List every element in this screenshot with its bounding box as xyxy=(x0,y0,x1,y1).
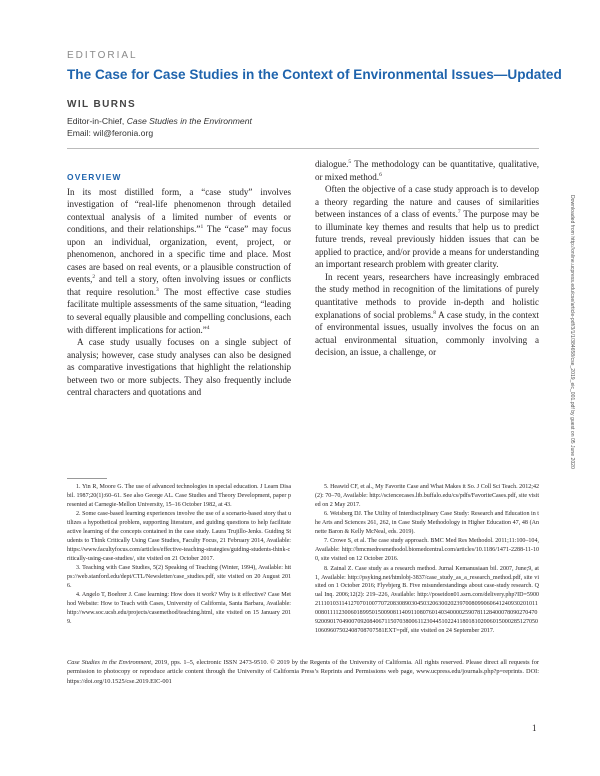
footnote-ref: 8 xyxy=(433,309,436,316)
page-number: 1 xyxy=(532,723,537,733)
footnote: 2. Some case-based learning experiences involve the use of a scenario-based story that utilizes a hypothetical problem, supporting literature, and guiding questions to help facilitate active learning of the concepts contained in the case study. Laura Trujillo-Jenks. Guiding Students to Think Critically Using Case Studies, Faculty Focus, 21 February 2014, Available: https://www.facultyfocus.com/articles/effective-teaching-strategies/guiding-students-think-critically-using-case-studies/, site visited on 21 October 2017. xyxy=(67,511,291,562)
footnote: 1. Yin R, Moore G. The use of advanced technologies in special education. J Learn Disabil. 1987;20(1):60–61. See also George AL. Case Studies and Theory Development, paper presented at Carnegie-Mellon University, 15–16 October 1982, at 43. xyxy=(67,484,291,508)
body-paragraph xyxy=(315,271,539,359)
body-column-right xyxy=(315,158,539,359)
footnote: 7. Crowe S, et al. The case study approach. BMC Med Res Methodol. 2011;11:100–104, Available: http://bmcmedresmethodol.biomedcentral.com/articles/10.1186/1471-2288-11-100, site visited on 12 October 2016. xyxy=(315,538,539,563)
body-text: and tell a story, often involving issues or conflicts that require resolution. xyxy=(67,274,291,297)
body-paragraph xyxy=(67,186,291,337)
section-heading: OVERVIEW xyxy=(67,172,122,182)
footnotes-right xyxy=(315,483,539,636)
footnote: 4. Angelo T, Boehrer J. Case learning: How does it work? Why is it effective? Case Method Website: How to Teach with Cases, University of California, Santa Barbara, Available: http://www.soc.ucsb.edu/projects/casemethod/teaching.html, site visited on 15 January 2019. xyxy=(67,592,291,626)
author-name: WIL BURNS xyxy=(67,99,137,110)
body-text: The “case” may focus upon an individual, organization, event, project, or phenomenon, anchored in a specific time and place. Most cases are based on real events, or a plausible construction of events, xyxy=(67,224,291,285)
body-column-left xyxy=(67,171,291,399)
footnote-ref: 6 xyxy=(379,171,382,178)
body-text: In its most distilled form, a “case study” involves investigation of “real-life phenomenon through detailed contextual analysis of a limited number of events or conditions, and their relationships.” xyxy=(67,186,291,235)
header-divider xyxy=(67,148,539,149)
footnote-ref: 2 xyxy=(92,274,96,281)
footnote-ref: 5 xyxy=(348,158,352,165)
footnote-ref: 3 xyxy=(156,286,159,293)
author-affiliation xyxy=(67,115,252,139)
footer-journal: Case Studies in the Environment xyxy=(67,659,152,666)
footnote-ref: 4 xyxy=(206,324,210,331)
body-text: The most effective case studies facilitate multiple assessments of the same situation, “leading to several equally plausible and compelling conclusions, each with different implications for action.” xyxy=(67,286,291,335)
footnote-ref: 7 xyxy=(457,209,461,216)
affiliation-journal: Case Studies in the Environment xyxy=(126,116,252,126)
body-text: The methodology can be quantitative, qualitative, or mixed method. xyxy=(315,159,539,182)
body-text: A case study, in the context of environmental issues, usually involves the focus on an actual environmental situation, commonly involving a decision, an issue, a challenge, or xyxy=(315,309,539,358)
footnote: 3. Teaching with Case Studies, 5(2) Speaking of Teaching (Winter, 1994), Available: https://web.stanford.edu/dept/CTL/Newsletter/case_studies.pdf, site visited on 20 August 2016. xyxy=(67,565,291,589)
article-title: The Case for Case Studies in the Context of Environmental Issues—Updated xyxy=(67,67,562,82)
download-note: Downloaded from http://online.ucpress.edu/cse/article-pdf/3/1/1/384658/cse_2019_eic_001.pdf by guest on 05 June 2020 xyxy=(569,195,575,469)
citation-footer xyxy=(67,658,539,686)
body-paragraph xyxy=(315,158,539,183)
body-text: Often the objective of a case study approach is to develop a theory regarding the nature and causes of similarities between instances of a class of events. xyxy=(315,184,539,220)
footnote: 6. Weisberg DJ. The Utility of Interdisciplinary Case Study: Research and Education in the Arts and Sciences 261, 262, in Case Study Methodology in Higher Education 47, 48 (Annette Baron & Kelly McNeal, eds. 2019). xyxy=(315,511,539,536)
affiliation-role: Editor-in-Chief, xyxy=(67,116,127,126)
footer-text: , 2019, pps. 1–5, electronic ISSN 2473-9510. © 2019 by the Regents of the University of California. All rights reserved. Please direct all requests for permission to photocopy or reproduce article content through the University of California Press’s Reprints and Permissions web page, www.ucpress.edu/journals.php?p=reprints. DOI: https://doi.org/10.1525/cse.2019.EIC-001 xyxy=(67,659,539,685)
footnote-divider xyxy=(67,478,107,479)
body-paragraph: A case study usually focuses on a single subject of analysis; however, case study analyses can also be designed as comparative investigations that highlight the relationship between two or more subjects. They also frequently include central characters and quotations and xyxy=(67,337,291,398)
footnotes-left xyxy=(67,483,291,628)
body-text: In recent years, researchers have increasingly embraced the study method in recognition of the limitations of purely quantitative methods to provide in-depth and holistic explanations of social problems. xyxy=(315,271,539,320)
author-email: Email: wil@feronia.org xyxy=(67,128,154,138)
section-kicker: EDITORIAL xyxy=(67,50,138,61)
body-paragraph xyxy=(315,183,539,271)
footnote-ref: 1 xyxy=(200,224,204,231)
footnote: 5. Heawid CF, et al., My Favorite Case and What Makes it So. J Coll Sci Teach. 2012;42(2): 70–70, Available: http://sciencecases.lib.buffalo.edu/cs/pdfs/FavoriteCases.pdf, site visited on 2 May 2017. xyxy=(315,484,539,508)
footnote: 8. Zainal Z. Case study as a research method. Jurnal Kemanusiaan bil. 2007, June;9, at 1, Available: http://psyking.net/htmlobj-3837/case_study_as_a_research_method.pdf, site visited on 1 October 2016; Flyvbjerg B. Five misunderstandings about case-study research. Qual Inq. 2006;12(2): 219–226, Available: http://poseidon01.ssrn.com/delivery.php?ID=590021110103114127070100770720830890304503206300202397008099060641240930201011008011112300601899501500908114091108076014034000025907811284000780902704709200901704900709208406711507038006112304451022411801810200601500028512705010609607502408708707581EXT=pdf, site visited on 24 September 2017. xyxy=(315,565,539,634)
body-text: The purpose may be to illuminate key themes and results that help us to predict future trends, reveal previously hidden issues that can be applied to practice, and/or provide a means for understanding an important research problem with greater clarity. xyxy=(315,209,539,270)
download-watermark xyxy=(567,195,577,469)
body-text: dialogue. xyxy=(315,159,349,169)
